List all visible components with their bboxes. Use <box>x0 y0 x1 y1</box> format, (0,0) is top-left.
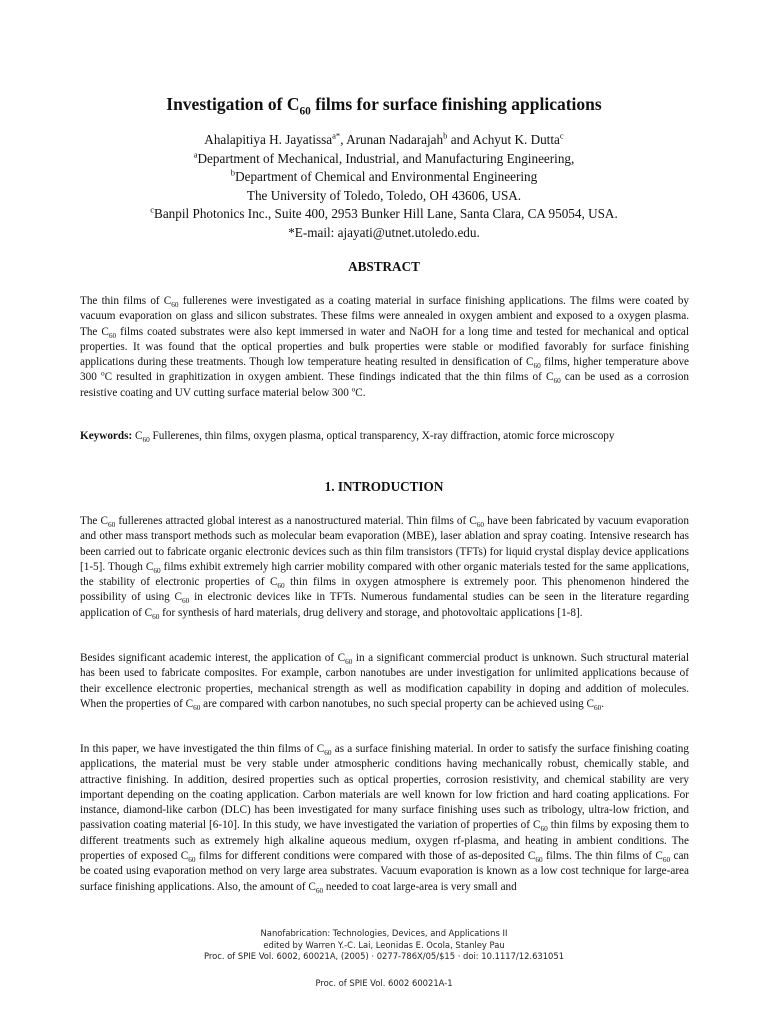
subscript: 60 <box>315 886 324 895</box>
intro-paragraph-2 <box>80 651 689 712</box>
subscript: 60 <box>171 301 179 310</box>
subscript: 60 <box>188 856 196 865</box>
subscript: 60 <box>533 362 541 371</box>
text-run: The C <box>80 515 108 527</box>
subscript: 60 <box>553 377 561 386</box>
intro-paragraph-1 <box>80 514 689 621</box>
paper-title <box>0 94 768 118</box>
subscript: 60 <box>108 331 117 340</box>
publication-footer <box>0 928 768 963</box>
text-run: fullerenes attracted global interest as a nanostructured material. Thin films of C <box>115 515 477 527</box>
text-run: Besides significant academic interest, the application of C <box>80 652 346 664</box>
affiliation-sup: c <box>150 204 155 215</box>
affiliation-university: The University of Toledo, Toledo, OH 43606, USA. <box>246 187 522 203</box>
text-run: have been fabricated by vacuum evaporation and other mass transport methods such as molecular beam evaporation (MBE), laser ablation and spray coating. Intensive research has been carried out to fabricate organic electronic devices such as thin film transistors (TFTs) for liquid crystal display device applications [1-5]. Though C <box>80 515 689 573</box>
text-run: in electronic devices like in TFTs. Numerous fundamental studies can be seen in the literature regarding application of C <box>80 591 689 619</box>
keywords-line <box>80 430 720 445</box>
abstract-heading: ABSTRACT <box>348 259 420 274</box>
subscript: 60 <box>277 582 285 591</box>
footer-line: Nanofabrication: Technologies, Devices, and Applications II <box>260 928 508 938</box>
affiliation-text: Banpil Photonics Inc., Suite 400, 2953 Bunker Hill Lane, Santa Clara, CA 95054, USA. <box>154 206 618 222</box>
text-run: films. The thin films of C <box>542 850 663 863</box>
superscript: o <box>351 385 356 394</box>
text-run: C. <box>355 386 366 399</box>
affiliation-text: Department of Mechanical, Industrial, and Manufacturing Engineering, <box>197 150 575 166</box>
text-run: needed to coat large-area is very small and <box>323 880 517 893</box>
author-name: , Arunan Nadarajah <box>340 132 444 147</box>
author-line <box>0 131 768 150</box>
text-run: are compared with carbon nanotubes, no such special property can be achieved using C <box>200 697 594 710</box>
subscript: 60 <box>476 521 485 530</box>
keywords-text: Fullerenes, thin films, oxygen plasma, optical transparency, X-ray diffraction, atomic force microscopy <box>149 430 615 442</box>
title-text: Investigation of C <box>166 94 300 114</box>
affiliation-b <box>0 168 768 187</box>
keywords-label: Keywords: <box>80 430 133 442</box>
subscript: 60 <box>142 436 150 445</box>
author-sup: b <box>443 130 448 141</box>
text-run: C <box>132 430 143 442</box>
text-run: as a surface finishing material. In order to satisfy the surface finishing coating applications, the material must be very stable under atmospheric conditions having mechanically robust, chemically stable, and attractive finishing. In addition, desired properties such as optical properties, corrosion resistivity, and chemical stability are very important depending on the coating application. Carbon materials are well known for low friction and hard coating applications. For instance, diamond-like carbon (DLC) has been investigated for many surface finishing uses such as tribology, ultra-low friction, and passivation coating material [6-10]. In this study, we have investigated the variation of properties of C <box>80 743 689 832</box>
subscript: 60 <box>107 521 116 530</box>
text-run: films, higher temperature above 300 <box>80 356 689 384</box>
abstract-paragraph <box>80 294 689 401</box>
text-run: can be used as a corrosion resistive coating and UV cutting surface material below 300 <box>80 371 690 399</box>
subscript: 60 <box>324 749 332 758</box>
text-run: thin films in oxygen atmosphere is extremely poor. This phenomenon hindered the possibility of using C <box>80 576 689 604</box>
text-run: fullerenes were investigated as a coating material in surface finishing applications. The films were coated by vacuum evaporation on glass and silicon substrates. These films were annealed in oxygen ambient and exposed to a oxygen plasma. The C <box>80 295 690 338</box>
affiliation-a <box>0 150 768 169</box>
intro-paragraph-3 <box>80 742 689 895</box>
text-run: films for different conditions were compared with those of as-deposited C <box>195 850 536 863</box>
text-run: . <box>601 697 605 710</box>
author-block <box>0 131 768 243</box>
affiliation-sup: b <box>230 167 236 178</box>
text-run: The thin films of C <box>80 295 172 307</box>
subscript: 60 <box>662 856 671 865</box>
subscript: 60 <box>182 597 190 606</box>
text-run: films exhibit extremely high carrier mobility compared with other organic materials tested for the same applications, the stability of electronic properties of C <box>80 560 689 589</box>
text-run: In this paper, we have investigated the thin films of C <box>80 743 325 755</box>
text-run: films coated substrates were also kept immersed in water and NaOH for a long time and tested for mechanical and optical properties. It was found that the optical properties and bulk properties were stable or modified favorably for surface finishing applications during these treatments. Though low temperature heating resulted in densification of C <box>80 325 689 369</box>
author-sup: c <box>559 130 564 141</box>
author-email: *E-mail: ajayati@utnet.utoledo.edu. <box>288 224 480 240</box>
title-text-end: films for surface finishing applications <box>310 94 602 114</box>
text-run: thin films by exposing them to different treatments such as extremely high alkaline aqueous medium, oxygen rf-plasma, and heating in ambient conditions. The properties of exposed C <box>80 819 689 863</box>
affiliation-c <box>0 205 768 224</box>
subscript: 60 <box>593 704 602 713</box>
text-run: in a significant commercial product is unknown. Such structural material has been used to fabricate composites. For example, carbon nanotubes are under investigation for unlimited applications because of their excellence electronic properties, mechanical strength as well as modification capability in doping and addition of molecules. When the properties of C <box>80 652 690 710</box>
page-number: Proc. of SPIE Vol. 6002 60021A-1 <box>315 978 453 988</box>
author-name: and Achyut K. Dutta <box>447 132 560 147</box>
footer-line: Proc. of SPIE Vol. 6002, 60021A, (2005) · 0277-786X/05/$15 · doi: 10.1117/12.631051 <box>203 951 565 961</box>
introduction-heading: 1. INTRODUCTION <box>324 479 444 494</box>
affiliation-text: Department of Chemical and Environmental Engineering <box>235 169 538 185</box>
title-subscript: 60 <box>299 105 311 118</box>
author-sup: a* <box>332 130 341 141</box>
subscript: 60 <box>540 825 548 834</box>
text-run: C resulted in graphitization in oxygen ambient. These findings indicated that the thin films of C <box>104 371 554 384</box>
subscript: 60 <box>345 658 353 667</box>
subscript: 60 <box>152 613 160 622</box>
subscript: 60 <box>535 856 543 865</box>
superscript: o <box>100 369 105 378</box>
footer-line: edited by Warren Y.-C. Lai, Leonidas E. Ocola, Stanley Pau <box>263 939 505 950</box>
affiliation-sup: a <box>193 149 198 160</box>
subscript: 60 <box>193 704 201 713</box>
author-name: Ahalapitiya H. Jayatissa <box>204 132 333 147</box>
text-run: for synthesis of hard materials, drug delivery and storage, and photovoltaic applications [1-8]. <box>159 606 583 619</box>
subscript: 60 <box>153 567 161 576</box>
text-run: can be coated using evaporation method on very large area substrates. Vacuum evaporation is known as a low cost technique for large-area surface finishing applications. Also, the amount of C <box>80 850 689 893</box>
